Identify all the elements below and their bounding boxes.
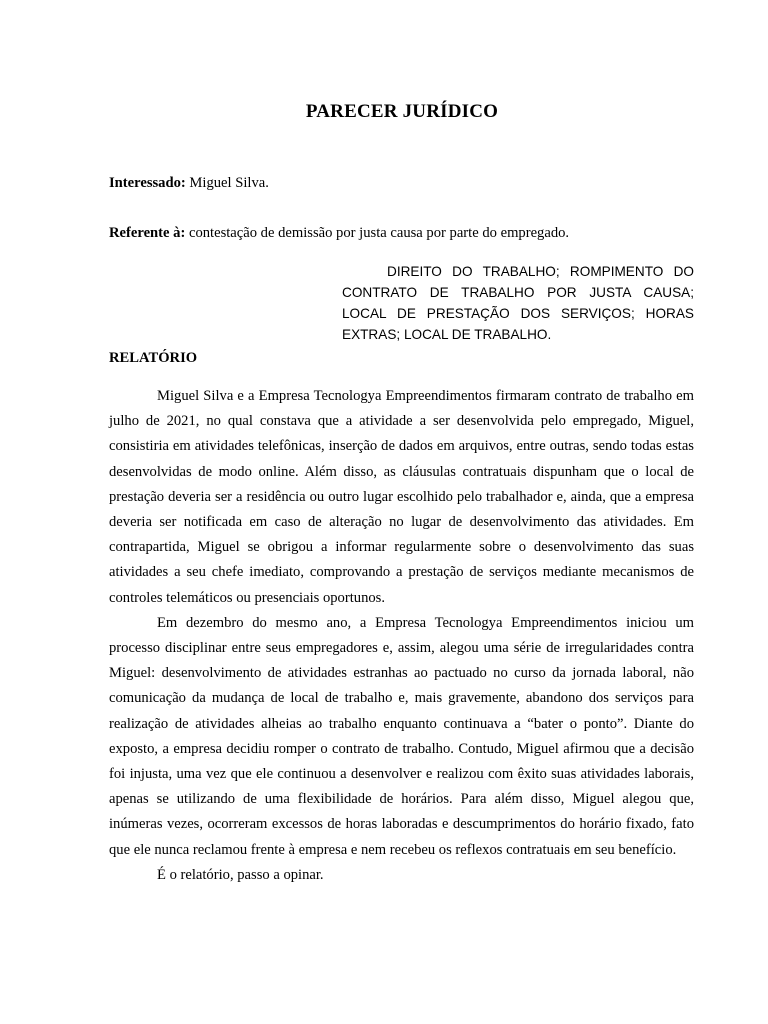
document-title: PARECER JURÍDICO bbox=[305, 101, 499, 122]
report-paragraph: É o relatório, passo a opinar. bbox=[157, 866, 324, 883]
interessado-label: Interessado: bbox=[109, 175, 186, 191]
report-paragraph: Miguel Silva e a Empresa Tecnologya Empreendimentos firmaram contrato de trabalho em julho de 2021, no qual constava que a atividade a ser desenvolvida pelo empregado, Miguel, consistiria em atividades telefônicas, inserção de dados em arquivos, entre outras, sendo todas estas desenvolvidas de modo online. Além disso, as cláusulas contratuais dispunham que o local de prestação deveria ser a residência ou outro lugar escolhido pelo trabalhador e, ainda, que a empresa deveria ser notificada em caso de alteração no lugar de desenvolvimento das atividades. Em contrapartida, Miguel se obrigou a informar regularmente sobre o desenvolvimento das suas atividades a seu chefe imediato, comprovando a prestação de serviços mediante mecanismos de controles telemáticos ou presenciais oportunos. bbox=[109, 388, 694, 606]
referente-label: Referente à: bbox=[109, 225, 186, 241]
interessado-value: Miguel Silva. bbox=[185, 175, 269, 191]
referente-field bbox=[109, 225, 569, 242]
section-title-relatorio: RELATÓRIO bbox=[109, 350, 198, 366]
interessado-field bbox=[109, 175, 269, 192]
referente-value: contestação de demissão por justa causa por parte do empregado. bbox=[185, 225, 570, 241]
report-body bbox=[109, 384, 694, 888]
report-paragraph: Em dezembro do mesmo ano, a Empresa Tecnologya Empreendimentos iniciou um processo disciplinar entre seus empregadores e, assim, alegou uma série de irregularidades contra Miguel: desenvolvimento de atividades estranhas ao pactuado no curso da jornada laboral, não comunicação da mudança de local de trabalho e, mais gravemente, abandono dos serviços para realização de atividades alheias ao trabalho enquanto continuava a “bater o ponto”. Diante do exposto, a empresa decidiu romper o contrato de trabalho. Contudo, Miguel afirmou que a decisão foi injusta, uma vez que ele continuou a desenvolver e realizou com êxito suas atividades laborais, apenas se utilizando de uma flexibilidade de horários. Para além disso, Miguel alegou que, inúmeras vezes, ocorreram excessos de horas laboradas e descumprimentos do horário fixado, fato que ele nunca reclamou frente à empresa e nem recebeu os reflexos contratuais em seu benefício. bbox=[109, 614, 694, 858]
ementa-block: DIREITO DO TRABALHO; ROMPIMENTO DO CONTRATO DE TRABALHO POR JUSTA CAUSA; LOCAL DE PRESTAÇÃO DOS SERVIÇOS; HORAS EXTRAS; LOCAL DE TRABALHO. bbox=[342, 264, 694, 342]
